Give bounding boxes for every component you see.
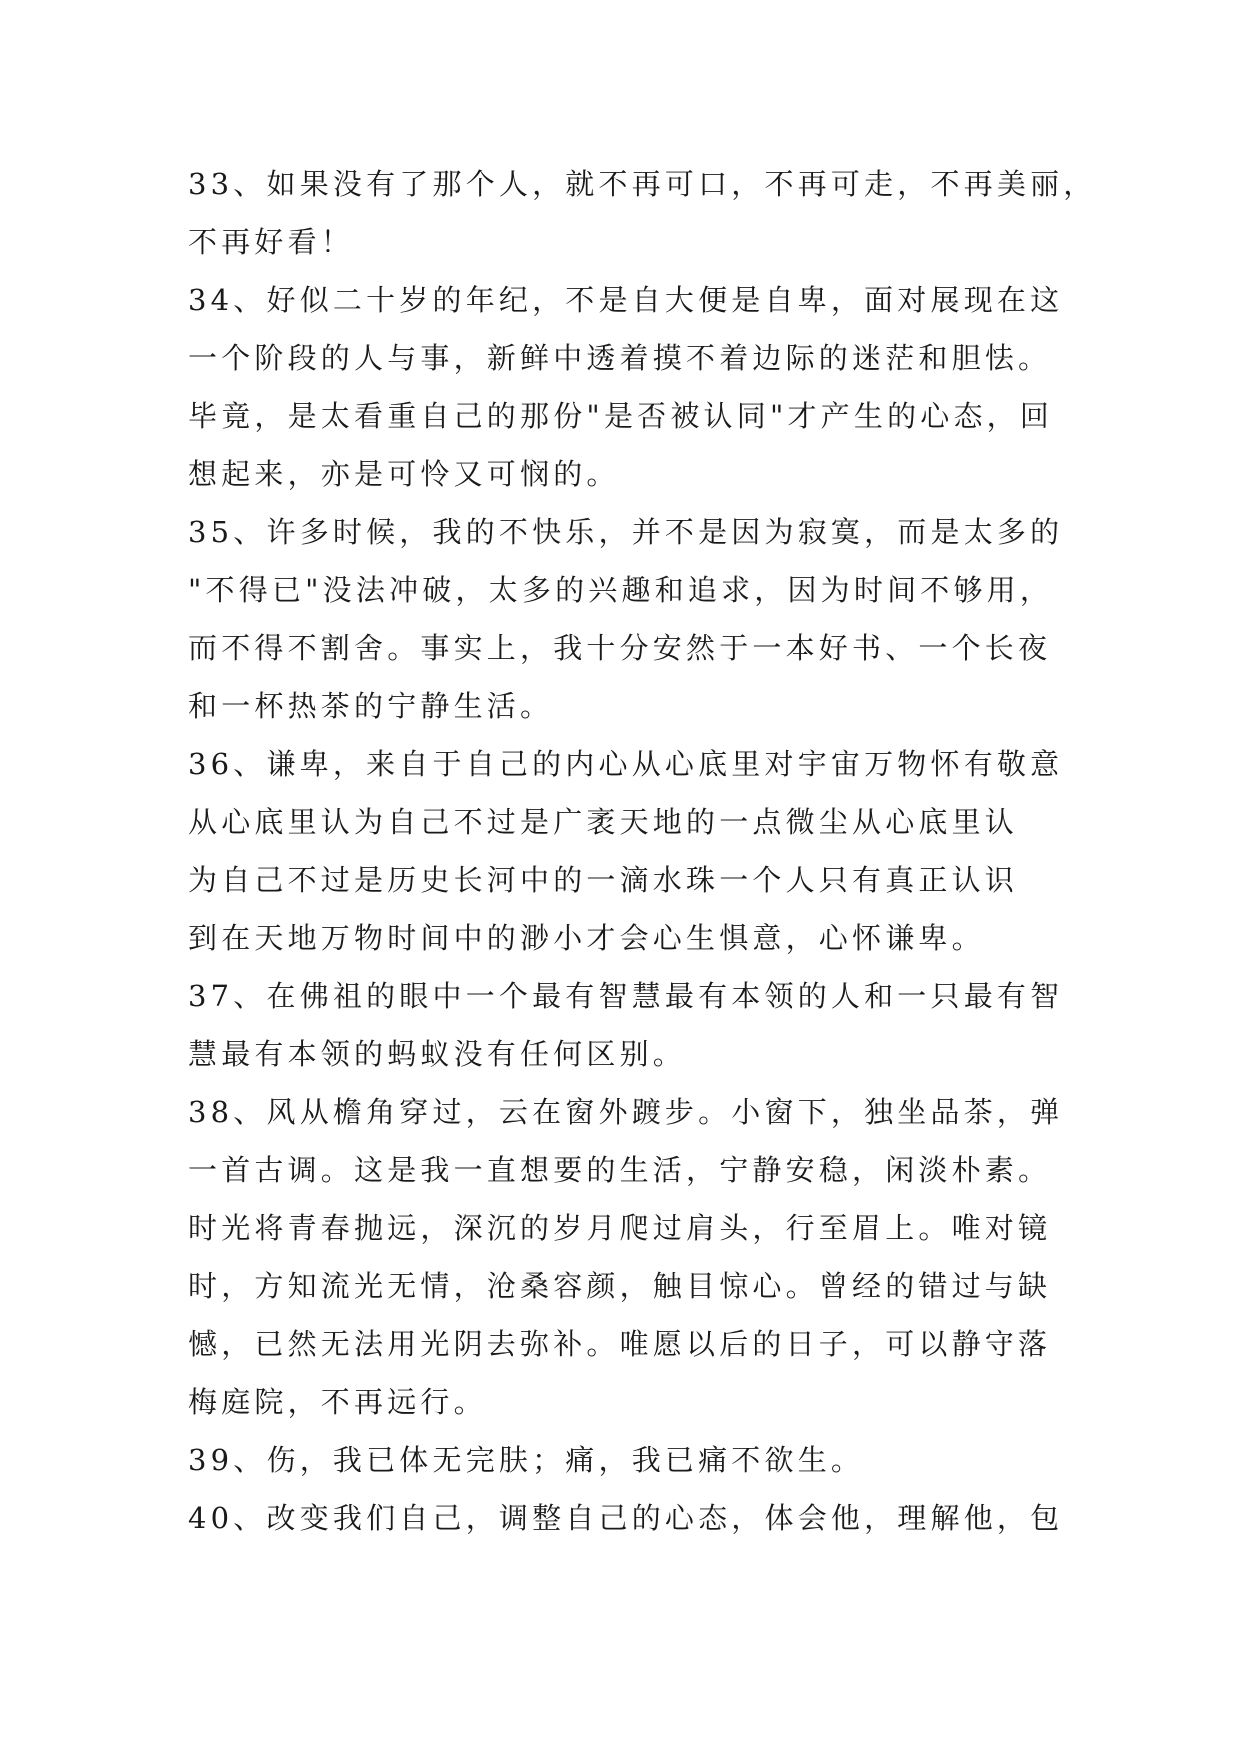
text-line: "不得已"没法冲破，太多的兴趣和追求，因为时间不够用， [188, 573, 1054, 607]
text-line: 37、在佛祖的眼中一个最有智慧最有本领的人和一只最有智 [188, 979, 1064, 1013]
text-line: 35、许多时候，我的不快乐，并不是因为寂寞，而是太多的 [188, 515, 1064, 549]
text-line: 38、风从檐角穿过，云在窗外踱步。小窗下，独坐品茶，弹 [188, 1095, 1064, 1129]
text-line: 毕竟，是太看重自己的那份"是否被认同"才产生的心态，回 [188, 399, 1054, 433]
text-line: 不再好看！ [188, 225, 355, 259]
text-line: 想起来，亦是可怜又可悯的。 [188, 457, 620, 491]
text-line: 一个阶段的人与事，新鲜中透着摸不着边际的迷茫和胆怯。 [188, 341, 1052, 375]
text-line: 憾，已然无法用光阴去弥补。唯愿以后的日子，可以静守落 [188, 1327, 1052, 1361]
text-line: 梅庭院，不再远行。 [188, 1385, 487, 1419]
text-line: 到在天地万物时间中的渺小才会心生惧意，心怀谦卑。 [188, 921, 985, 955]
text-line: 慧最有本领的蚂蚁没有任何区别。 [188, 1037, 687, 1071]
text-line: 33、如果没有了那个人，就不再可口，不再可走，不再美丽， [188, 167, 1097, 201]
document-body [188, 155, 1097, 1547]
text-line: 36、谦卑，来自于自己的内心从心底里对宇宙万物怀有敬意 [188, 747, 1064, 781]
text-line: 为自己不过是历史长河中的一滴水珠一个人只有真正认识 [188, 863, 1019, 897]
text-line: 从心底里认为自己不过是广袤天地的一点微尘从心底里认 [188, 805, 1019, 839]
text-line: 而不得不割舍。事实上，我十分安然于一本好书、一个长夜 [188, 631, 1052, 665]
text-line: 时光将青春抛远，深沉的岁月爬过肩头，行至眉上。唯对镜 [188, 1211, 1052, 1245]
text-line: 40、改变我们自己，调整自己的心态，体会他，理解他，包 [188, 1501, 1064, 1535]
text-line: 34、好似二十岁的年纪，不是自大便是自卑，面对展现在这 [188, 283, 1064, 317]
text-line: 时，方知流光无情，沧桑容颜，触目惊心。曾经的错过与缺 [188, 1269, 1052, 1303]
text-line: 一首古调。这是我一直想要的生活，宁静安稳，闲淡朴素。 [188, 1153, 1052, 1187]
text-line: 39、伤，我已体无完肤；痛，我已痛不欲生。 [188, 1443, 865, 1477]
text-line: 和一杯热茶的宁静生活。 [188, 689, 554, 723]
